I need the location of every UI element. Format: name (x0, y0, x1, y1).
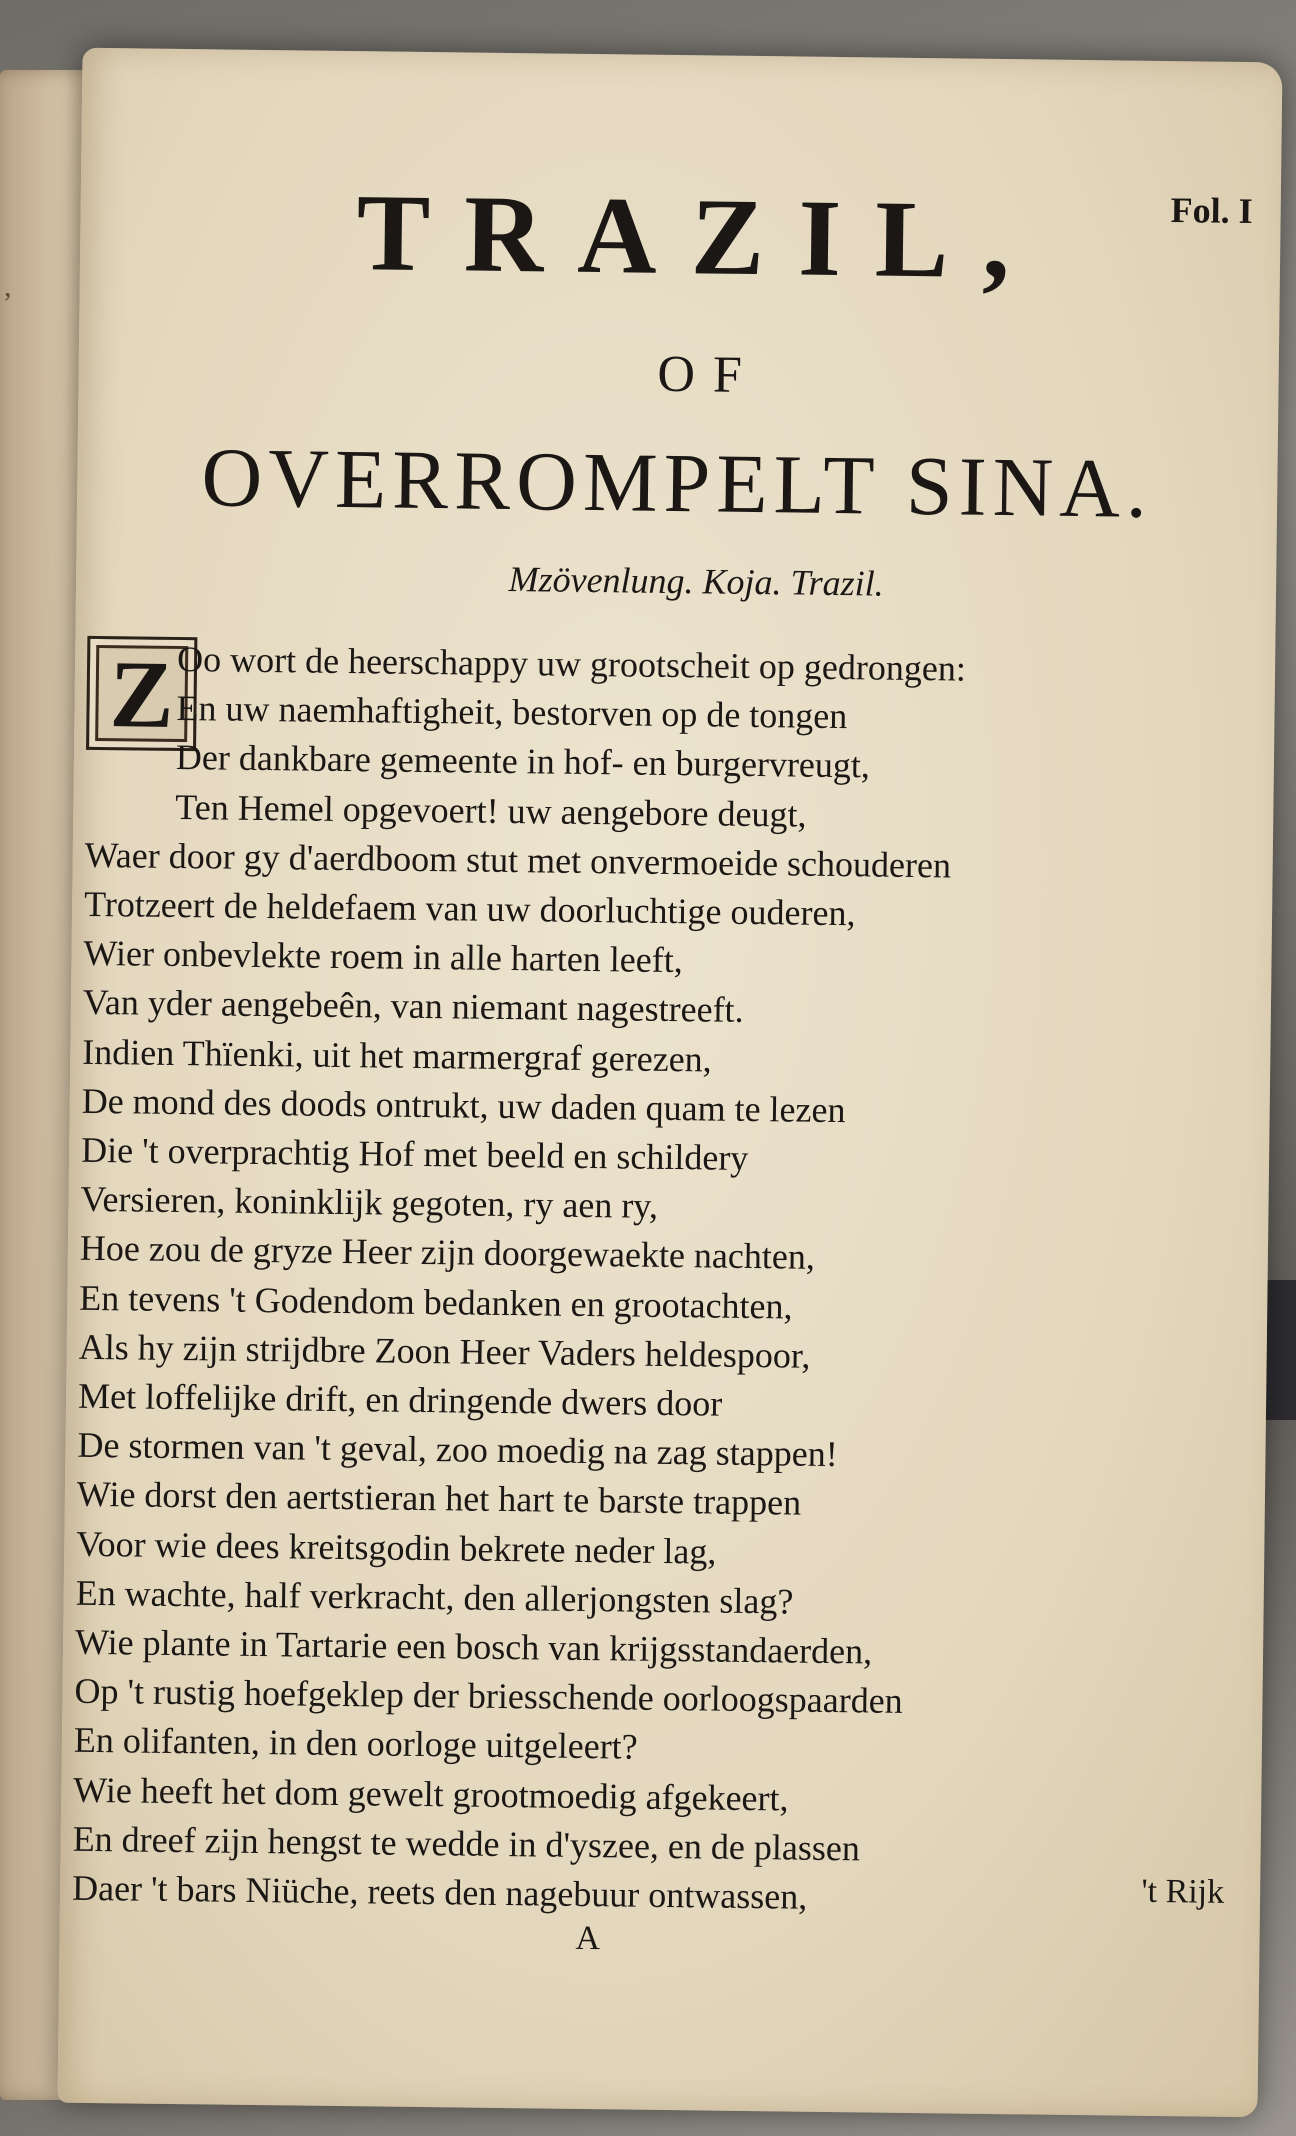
verse-line: Van yder aengebeên, van niemant nagestreeft. (82, 982, 744, 1031)
verse-line: Op 't rustig hoefgeklep der briesschende oorloogspaarden (74, 1671, 903, 1722)
title-connector: OF (657, 345, 761, 405)
verse-line: Versieren, koninklijk gegoten, ry aen ry, (80, 1179, 659, 1227)
verse-line: En olifanten, in den oorloge uitgeleert? (73, 1720, 638, 1768)
margin-mark: , (4, 270, 12, 303)
verse-block (72, 634, 1238, 1927)
catchword: 't Rijk (1141, 1872, 1225, 1911)
verse-line: De stormen van 't geval, zoo moedig na zag stappen! (77, 1425, 838, 1475)
signature-mark: A (575, 1919, 601, 1958)
verse-line: Ten Hemel opgevoert! uw aengebore deugt, (175, 786, 807, 835)
speaker-list: Mzövenlung. Koja. Trazil. (508, 558, 884, 604)
verse-line: En tevens 't Godendom bedanken en grootachten, (79, 1277, 793, 1327)
verse-line: De mond des doods ontrukt, uw daden quam te lezen (81, 1080, 846, 1130)
verse-line: Waer door gy d'aerdboom stut met onvermoeide schouderen (84, 834, 952, 886)
decorated-initial: Z (86, 636, 197, 751)
verse-line: Daer 't bars Niüche, reets den nagebuur ontwassen, (71, 1867, 808, 1917)
verse-line: En wachte, half verkracht, den allerjongsten slag? (75, 1572, 794, 1622)
verse-line: Trotzeert de heldefaem van uw doorluchtige ouderen, (83, 883, 856, 934)
verse-line: Hoe zou de gryze Heer zijn doorgewaekte nachten, (79, 1228, 816, 1278)
verse-line: En dreef zijn hengst te wedde in d'yszee, en de plassen (72, 1818, 861, 1869)
verse-line: Wie plante in Tartarie een bosch van krijgsstandaerden, (74, 1621, 873, 1672)
verse-line: Als hy zijn strijdbre Zoon Heer Vaders heldespoor, (78, 1326, 811, 1376)
verse-line: Indien Thïenki, uit het marmergraf gerezen, (82, 1031, 712, 1080)
verse-line: Der dankbare gemeente in hof- en burgervreugt, (175, 737, 871, 786)
book-page (57, 48, 1282, 2118)
verse-line: Die 't overprachtig Hof met beeld en schildery (80, 1129, 749, 1178)
verse-line: Met loffelijke drift, en dringende dwers door (77, 1375, 723, 1424)
verse-line: Oo wort de heerschappy uw grootscheit op gedrongen: (176, 638, 967, 689)
folio-number: Fol. I (1170, 190, 1253, 232)
verse-line: Wie dorst den aertstieran het hart te barste trappen (76, 1474, 802, 1524)
verse-line: Voor wie dees kreitsgodin bekrete neder lag, (76, 1523, 717, 1572)
verse-line: Wier onbevlekte roem in alle harten leeft, (83, 933, 684, 981)
play-subtitle: OVERROMPELT SINA. (201, 431, 1154, 536)
verse-line: En uw naemhaftigheit, bestorven op de tongen (176, 688, 848, 737)
verse-line: Wie heeft het dom gewelt grootmoedig afgekeert, (73, 1769, 789, 1819)
play-title: TRAZIL, (355, 171, 1045, 302)
